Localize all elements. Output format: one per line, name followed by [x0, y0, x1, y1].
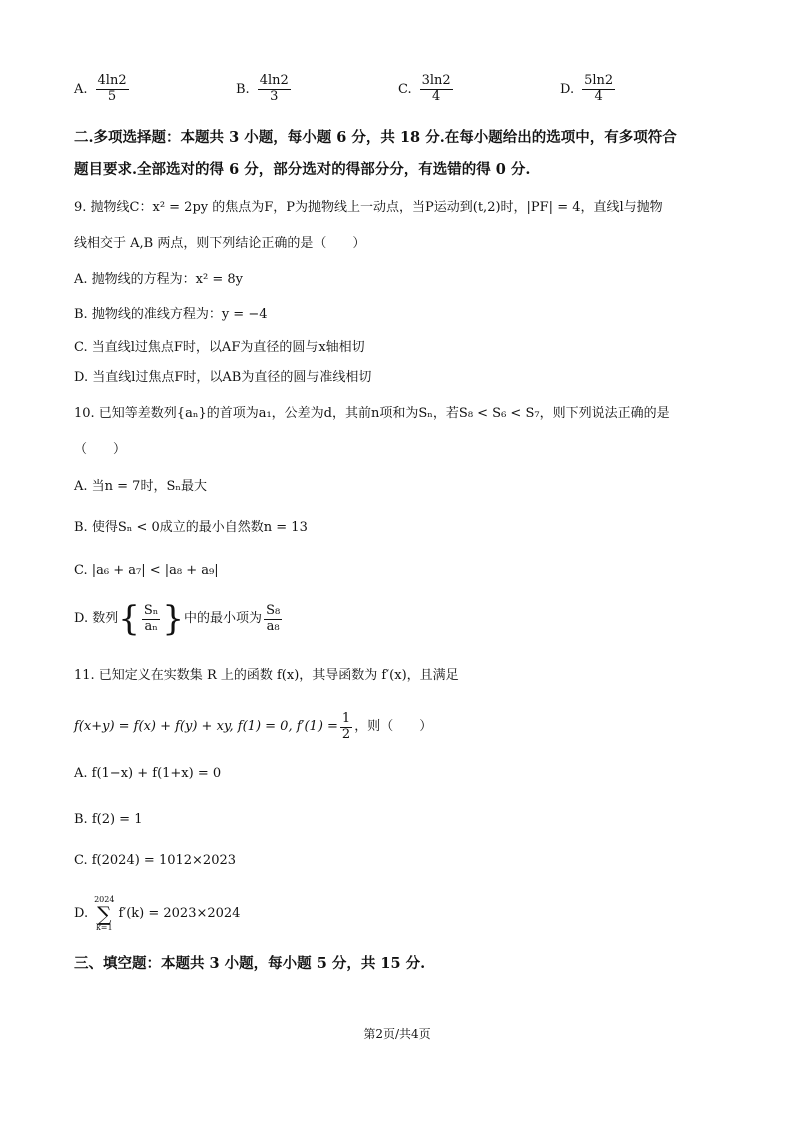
q9-stem-line1: 9. 抛物线C：x² = 2py 的焦点为F，P为抛物线上一动点，当P运动到(t,2)时，|PF| = 4，直线l与抛物	[74, 200, 663, 215]
fraction: $\frac{4\ln 2}{3}$	[259, 73, 289, 104]
q8-option-b: B. $\frac{4\ln 2}{3}$	[236, 73, 289, 104]
q10-option-c: C. |a₆ + a₇| < |a₈ + a₉|	[74, 563, 219, 578]
q10-stem-line1: 10. 已知等差数列{aₙ}的首项为a₁，公差为d，其前n项和为Sₙ，若S₈ < S₆ < S₇，则下列说法正确的是	[74, 406, 670, 421]
q10-option-a: A. 当n = 7时，Sₙ最大	[74, 479, 207, 494]
q9-option-a: A. 抛物线的方程为：x² = 8y	[74, 272, 243, 287]
q8-option-c: C. $\frac{3\ln 2}{4}$	[398, 73, 451, 104]
fraction: $\frac{\text{Sₙ}}{\text{aₙ}}$	[143, 602, 159, 634]
fraction: $\frac{\text{S₈}}{\text{a₈}}$	[266, 602, 281, 634]
q11-stem-line1: 11. 已知定义在实数集 R 上的函数 f(x)，其导函数为 f′(x)，且满足	[74, 668, 459, 683]
section2-header-line2: 题目要求.全部选对的得 6 分，部分选对的得部分分，有选错的得 0 分.	[74, 161, 531, 178]
q8-option-d: D. $\frac{5\ln 2}{4}$	[560, 73, 614, 104]
q11-option-d: D. 2024 ∑ k=1 f′(k) = 2023×2024	[74, 895, 241, 932]
q11-stem-line2: f(x+y) = f(x) + f(y) + xy, f(1) = 0, f′(1) = $\frac{1}{2}$ ，则（ ）	[74, 711, 433, 742]
q11-option-b: B. f(2) = 1	[74, 812, 143, 827]
q10-option-d: D. 数列 { $\frac{\text{Sₙ}}{\text{aₙ}}$ } 中的最小项为 $\frac{\text{S₈}}{\text{a₈}}$	[74, 599, 281, 639]
right-brace: }	[162, 599, 185, 639]
section3-header: 三、填空题：本题共 3 小题，每小题 5 分，共 15 分.	[74, 955, 426, 972]
fraction: $\frac{5\ln 2}{4}$	[584, 73, 614, 104]
left-brace: {	[118, 599, 140, 639]
q9-option-c: C. 当直线l过焦点F时，以AF为直径的圆与x轴相切	[74, 340, 365, 355]
q9-option-d: D. 当直线l过焦点F时，以AB为直径的圆与准线相切	[74, 370, 372, 385]
fraction: $\frac{1}{2}$	[341, 711, 351, 742]
q9-stem-line2: 线相交于 A,B 两点，则下列结论正确的是（ ）	[74, 236, 366, 251]
q8-option-a: A. $\frac{4\ln 2}{5}$	[74, 73, 127, 104]
summation: 2024 ∑ k=1	[94, 895, 115, 932]
page-number: 第2页/共4页	[363, 1027, 431, 1041]
section2-header-line1: 二.多项选择题：本题共 3 小题，每小题 6 分，共 18 分.在每小题给出的选项中，有多项符合	[74, 129, 677, 146]
q10-stem-line2: （ ）	[74, 442, 127, 457]
q11-option-a: A. f(1−x) + f(1+x) = 0	[74, 766, 222, 781]
q10-option-b: B. 使得Sₙ < 0成立的最小自然数n = 13	[74, 520, 308, 535]
fraction: $\frac{3\ln 2}{4}$	[421, 73, 451, 104]
q9-option-b: B. 抛物线的准线方程为：y = −4	[74, 307, 268, 322]
q11-option-c: C. f(2024) = 1012×2023	[74, 853, 237, 868]
fraction: $\frac{4\ln 2}{5}$	[97, 73, 127, 104]
